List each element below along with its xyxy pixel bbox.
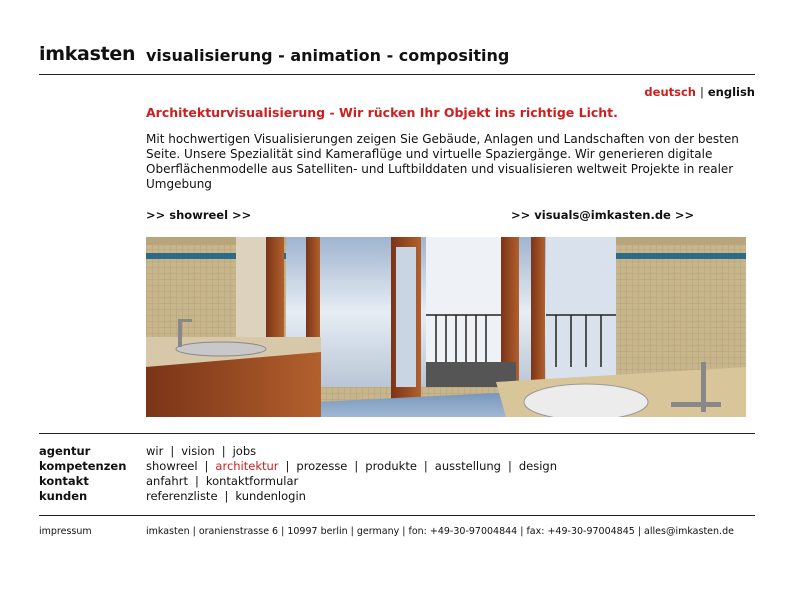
lang-deutsch-link[interactable]: deutsch — [644, 85, 696, 99]
header-divider — [39, 74, 755, 75]
nav-category-kunden: kunden — [39, 489, 88, 503]
language-switcher — [644, 85, 755, 99]
nav-category-agentur: agentur — [39, 444, 91, 458]
nav-link-referenzliste[interactable]: referenzliste — [146, 489, 218, 503]
nav-separator: | — [285, 459, 290, 473]
nav-link-wir[interactable]: wir — [146, 444, 164, 458]
nav-separator: | — [224, 489, 229, 503]
nav-link-kundenlogin[interactable]: kundenlogin — [235, 489, 306, 503]
site-logo[interactable]: imkasten — [39, 43, 136, 65]
footer-divider — [39, 515, 755, 516]
site-tagline: visualisierung - animation - compositing — [146, 46, 510, 65]
nav-link-design[interactable]: design — [518, 459, 557, 473]
nav-link-prozesse[interactable]: prozesse — [296, 459, 348, 473]
footer-address: imkasten | oranienstrasse 6 | 10997 berlin | germany | fon: +49-30-97004844 | fax: +49-30-97004845 | alles@imkasten.de — [146, 526, 734, 537]
nav-link-kontaktformular[interactable]: kontaktformular — [205, 474, 299, 488]
impressum-link[interactable]: impressum — [39, 526, 92, 537]
nav-link-produkte[interactable]: produkte — [365, 459, 417, 473]
nav-separator: | — [423, 459, 428, 473]
nav-separator: | — [221, 444, 226, 458]
email-visuals-link[interactable]: >> visuals@imkasten.de >> — [511, 208, 695, 222]
bathroom-visualization-image — [146, 237, 746, 417]
nav-separator: | — [354, 459, 359, 473]
nav-link-anfahrt[interactable]: anfahrt — [146, 474, 188, 488]
nav-link-showreel[interactable]: showreel — [146, 459, 198, 473]
nav-category-kompetenzen: kompetenzen — [39, 459, 127, 473]
lang-separator: | — [699, 85, 704, 99]
intro-paragraph: Mit hochwertigen Visualisierungen zeigen Sie Gebäude, Anlagen und Landschaften von der besten Seite. Unsere Spezialität sind Kameraflüge und virtuelle Spaziergänge. Wir generieren digitale Oberflächenmodelle aus Satelliten- und Luftbilddaten und visualisieren weltweit Projekte in realer Umgebung — [146, 132, 739, 191]
nav-category-kontakt: kontakt — [39, 474, 89, 488]
nav-link-architektur[interactable]: architektur — [215, 459, 279, 473]
lang-english-link[interactable]: english — [707, 85, 755, 99]
nav-separator: | — [194, 474, 199, 488]
showreel-link[interactable]: >> showreel >> — [146, 208, 252, 222]
nav-link-jobs[interactable]: jobs — [232, 444, 257, 458]
nav-separator: | — [204, 459, 209, 473]
nav-separator: | — [170, 444, 175, 458]
nav-link-vision[interactable]: vision — [181, 444, 215, 458]
page-headline: Architekturvisualisierung - Wir rücken Ihr Objekt ins richtige Licht. — [146, 105, 618, 120]
nav-link-ausstellung[interactable]: ausstellung — [434, 459, 501, 473]
nav-divider — [39, 433, 755, 434]
nav-separator: | — [507, 459, 512, 473]
